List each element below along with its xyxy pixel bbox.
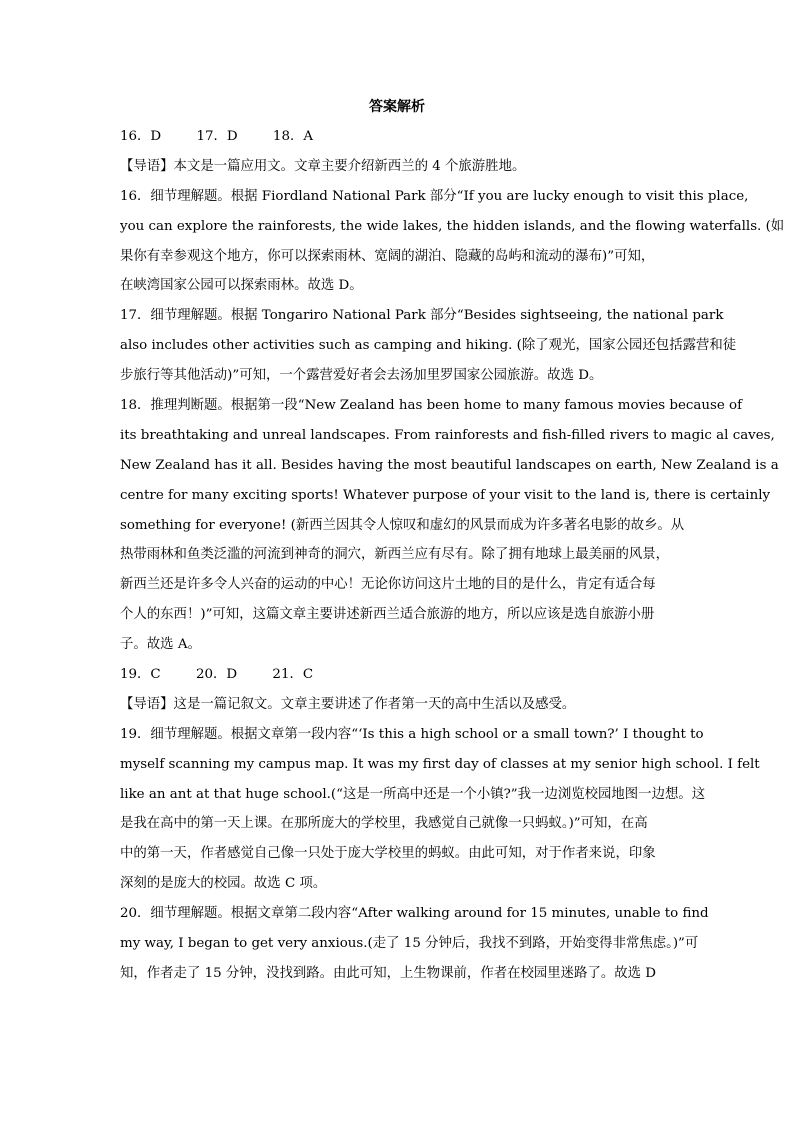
text-line: something for everyone! (新西兰因其令人惊叹和虚幻的风景而成为许多著名电影的故乡。从	[120, 517, 685, 533]
text-line: like an ant at that huge school.(“这是一所高中还是一个小镇?”我一边浏览校园地图一边想。这	[120, 786, 706, 802]
text-line: 17．细节理解题。根据 Tongariro National Park 部分“Besides sightseeing, the national park	[120, 308, 724, 324]
text-line: you can explore the rainforests, the wide lakes, the hidden islands, and the flowing waterfalls. (如	[120, 218, 785, 234]
text-line: 步旅行等其他活动)”可知，一个露营爱好者会去汤加里罗国家公园旅游。故选 D。	[120, 368, 603, 384]
answer-body	[120, 122, 785, 989]
text-line: myself scanning my campus map. It was my first day of classes at my senior high school. I felt	[120, 756, 760, 772]
text-line: 中的第一天，作者感觉自己像一只处于庞大学校里的蚂蚁。由此可知，对于作者来说，印象	[120, 846, 656, 862]
text-line: 是我在高中的第一天上课。在那所庞大的学校里，我感觉自己就像一只蚂蚁。)”可知，在高	[120, 816, 648, 832]
guide-line: 【导语】这是一篇记叙文。文章主要讲述了作者第一天的高中生活以及感受。	[120, 696, 576, 712]
text-line: 16．细节理解题。根据 Fiordland National Park 部分“If you are lucky enough to visit this place,	[120, 188, 749, 204]
text-line: 在峡湾国家公园可以探索雨林。故选 D。	[120, 278, 363, 294]
text-line: 果你有幸参观这个地方，你可以探索雨林、宽阔的湖泊、隐藏的岛屿和流动的瀑布)”可知，	[120, 248, 655, 264]
text-line: 20．细节理解题。根据文章第二段内容“After walking around for 15 minutes, unable to find	[120, 906, 709, 922]
page-title: 答案解析	[369, 99, 425, 115]
text-line: 知，作者走了 15 分钟，没找到路。由此可知，上生物课前，作者在校园里迷路了。故选 D	[120, 965, 656, 981]
text-line: New Zealand has it all. Besides having the most beautiful landscapes on earth, New Zealand is a	[120, 457, 779, 473]
text-line: 子。故选 A。	[120, 637, 201, 653]
text-line: 新西兰还是许多令人兴奋的运动的中心！无论你访问这片土地的目的是什么，肯定有适合每	[120, 577, 656, 593]
answer-line: 19．C 20．D 21．C	[120, 667, 314, 683]
text-line: centre for many exciting sports! Whatever purpose of your visit to the land is, there is certainly	[120, 487, 771, 503]
text-line: 深刻的是庞大的校园。故选 C 项。	[120, 876, 327, 892]
text-line: 个人的东西！)”可知，这篇文章主要讲述新西兰适合旅游的地方，所以应该是选自旅游小册	[120, 607, 655, 623]
answer-line: 16．D 17．D 18．A	[120, 129, 314, 144]
text-line: its breathtaking and unreal landscapes. From rainforests and fish-filled rivers to magic al caves,	[120, 427, 775, 443]
text-line: 19．细节理解题。根据文章第一段内容“‘Is this a high school or a small town?’ I thought to	[120, 726, 704, 742]
text-line: 18．推理判断题。根据第一段“New Zealand has been home to many famous movies because of	[120, 398, 743, 414]
guide-line: 【导语】本文是一篇应用文。文章主要介绍新西兰的 4 个旅游胜地。	[120, 158, 526, 174]
text-line: also includes other activities such as camping and hiking. (除了观光，国家公园还包括露营和徒	[120, 338, 737, 354]
text-line: 热带雨林和鱼类泛滥的河流到神奇的洞穴，新西兰应有尽有。除了拥有地球上最美丽的风景，	[120, 547, 670, 563]
text-line: my way, I began to get very anxious.(走了 15 分钟后，我找不到路，开始变得非常焦虑。)”可	[120, 936, 699, 952]
